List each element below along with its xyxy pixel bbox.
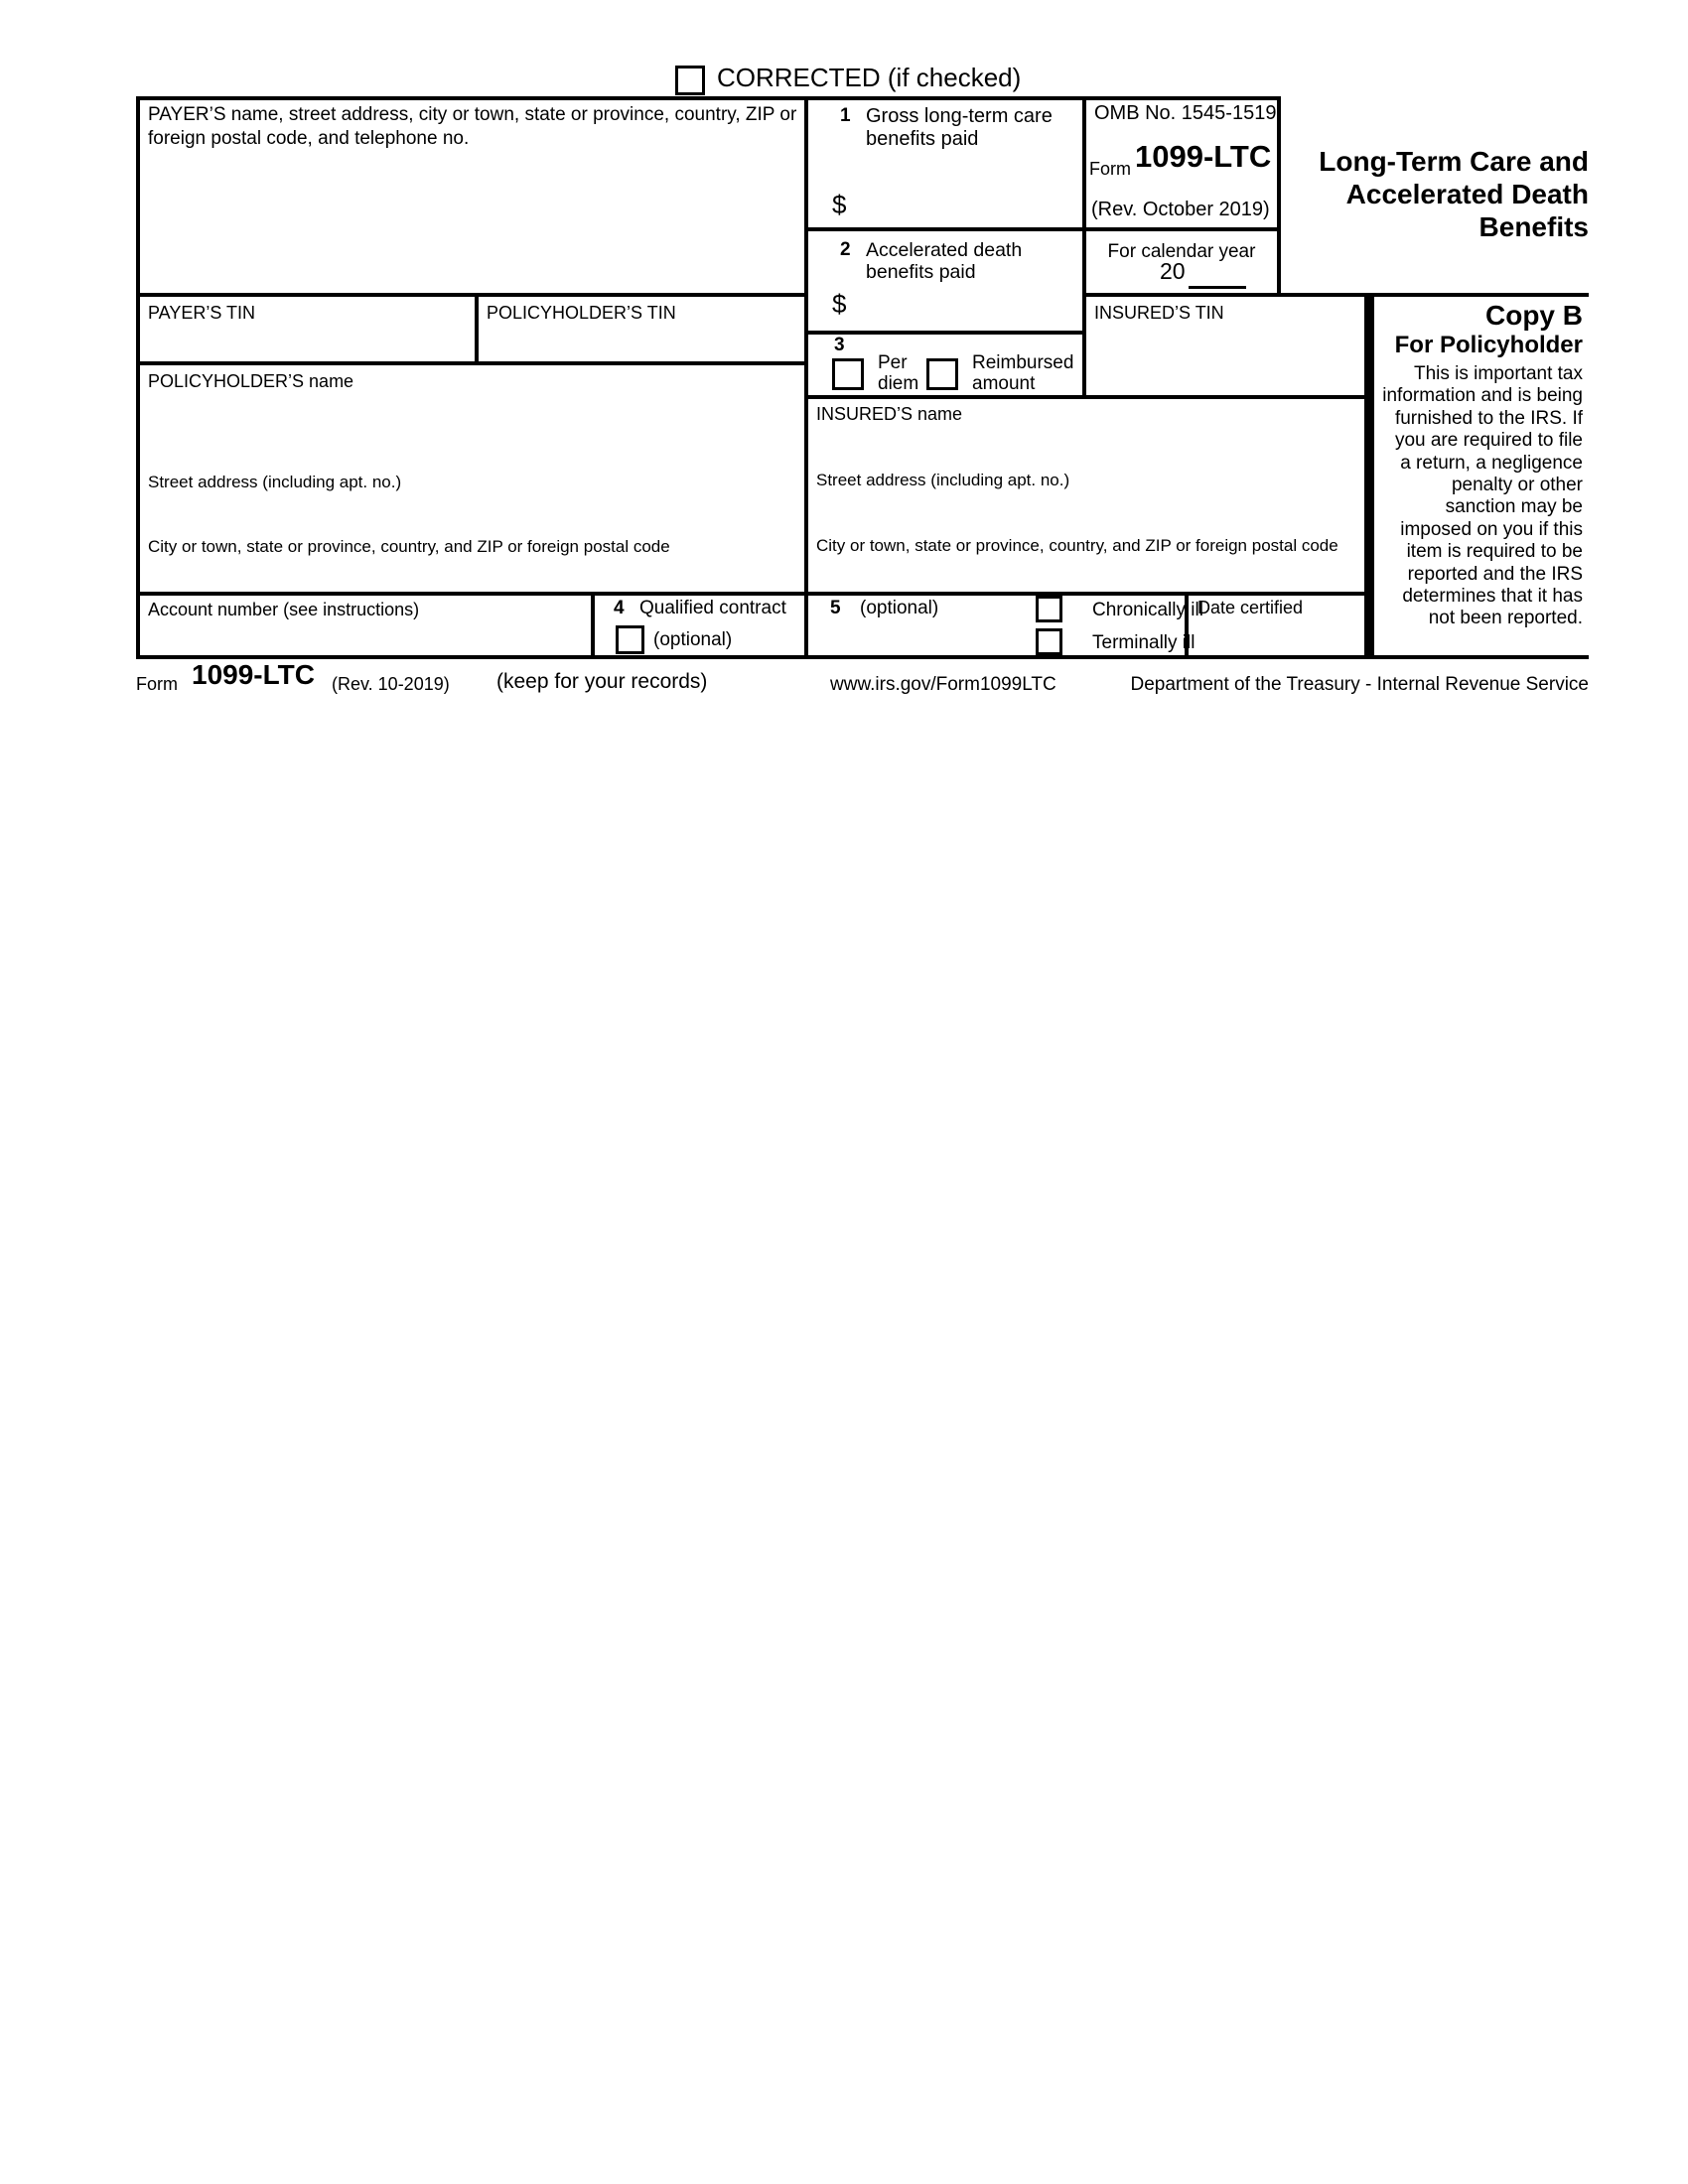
policyholder-name-field[interactable] [144, 397, 799, 465]
account-number-field[interactable] [144, 623, 586, 653]
insured-city-label: City or town, state or province, country, and ZIP or foreign postal code [816, 536, 1338, 555]
insured-tin-label: INSURED’S TIN [1094, 303, 1224, 323]
payer-tin-label: PAYER’S TIN [148, 303, 256, 323]
policyholder-street-label: Street address (including apt. no.) [148, 473, 402, 491]
insured-street-field[interactable] [812, 493, 1358, 531]
insured-name-field[interactable] [812, 429, 1358, 467]
qualified-contract-checkbox[interactable] [616, 625, 644, 654]
box1-amount-field[interactable] [862, 191, 1075, 224]
box5-optional-label: (optional) [860, 598, 939, 618]
per-diem-checkbox[interactable] [832, 358, 864, 390]
box1-currency-sign: $ [832, 190, 847, 219]
date-certified-field[interactable] [1194, 623, 1360, 653]
border-omb-right [1277, 96, 1281, 297]
box4-number: 4 [614, 598, 625, 618]
form-title-line1: Long-Term Care and [1319, 146, 1589, 177]
border-right-edge [1364, 293, 1374, 659]
omb-form-word: Form [1089, 159, 1131, 179]
copy-b-subtitle: For Policyholder [1394, 332, 1583, 358]
terminally-ill-checkbox[interactable] [1036, 628, 1062, 655]
per-diem-label: Per diem [878, 352, 919, 394]
policyholder-tin-field[interactable] [483, 328, 800, 357]
account-number-label: Account number (see instructions) [148, 600, 420, 619]
footer-form-number: 1099-LTC [192, 659, 315, 690]
border-box2-bottom [804, 331, 1086, 335]
omb-form-number: 1099-LTC [1135, 139, 1272, 174]
box1-number: 1 [840, 105, 851, 126]
footer-department: Department of the Treasury - Internal Revenue Service [1130, 674, 1589, 695]
border-box1-bottom [804, 227, 1281, 231]
reimbursed-amount-checkbox[interactable] [926, 358, 958, 390]
policyholder-street-field[interactable] [144, 494, 799, 532]
border-payer-bottom [136, 293, 808, 297]
border-account-divider [591, 592, 595, 659]
border-top [136, 96, 1281, 100]
omb-number: OMB No. 1545-1519 [1094, 102, 1277, 124]
insured-name-label: INSURED’S name [816, 404, 963, 424]
form-title-line3: Benefits [1478, 211, 1589, 242]
footer-form-word: Form [136, 674, 178, 694]
insured-street-label: Street address (including apt. no.) [816, 471, 1070, 489]
corrected-checkbox[interactable] [675, 66, 705, 95]
chronically-ill-label: Chronically ill [1092, 600, 1203, 620]
copy-b-body: This is important tax information and is being furnished to the IRS. If you are required to file a return, a negligence penalty or other sanction may be imposed on you if this item is required to be reported and the IRS determines that it has not been reported. [1382, 363, 1583, 629]
box2-currency-sign: $ [832, 289, 847, 319]
border-right-mid [1082, 293, 1589, 297]
policyholder-tin-label: POLICYHOLDER’S TIN [487, 303, 676, 323]
terminally-ill-label: Terminally ill [1092, 632, 1196, 653]
border-tin-divider [475, 293, 479, 365]
calendar-year-field[interactable] [1189, 260, 1246, 286]
calendar-year-prefix: 20 [1160, 258, 1186, 284]
calendar-year-label: For calendar year [1107, 241, 1256, 262]
box2-number: 2 [840, 239, 851, 260]
footer-irs-url[interactable]: www.irs.gov/Form1099LTC [830, 674, 1056, 695]
omb-revision: (Rev. October 2019) [1091, 199, 1270, 220]
box4-optional-label: (optional) [653, 629, 733, 650]
box2-label: Accelerated death benefits paid [866, 239, 1023, 283]
payer-tin-field[interactable] [144, 328, 472, 357]
insured-city-field[interactable] [812, 558, 1358, 588]
payer-info-label: PAYER’S name, street address, city or town, state or province, country, ZIP or foreign postal code, and telephone no. [148, 104, 797, 149]
box4-label: Qualified contract [639, 598, 786, 618]
footer-keep-note: (keep for your records) [496, 670, 708, 693]
border-tin-bottom [136, 361, 808, 365]
payer-info-field[interactable] [144, 154, 799, 288]
corrected-label: CORRECTED (if checked) [717, 63, 1022, 92]
box3-number: 3 [834, 335, 845, 355]
box5-number: 5 [830, 598, 841, 618]
reimbursed-amount-label: Reimbursed amount [972, 352, 1074, 394]
box1-label: Gross long-term care benefits paid [866, 105, 1053, 150]
form-title-line2: Accelerated Death [1345, 179, 1589, 209]
date-certified-label: Date certified [1197, 598, 1304, 617]
box2-amount-field[interactable] [862, 292, 1075, 326]
border-left [136, 96, 140, 659]
policyholder-city-label: City or town, state or province, country, and ZIP or foreign postal code [148, 537, 670, 556]
border-box3-bottom [804, 395, 1374, 399]
policyholder-name-label: POLICYHOLDER’S name [148, 371, 354, 391]
form-title [1291, 145, 1589, 243]
policyholder-city-field[interactable] [144, 559, 799, 589]
copy-b-title: Copy B [1485, 300, 1583, 331]
insured-tin-field[interactable] [1090, 330, 1360, 389]
calendar-year-underline [1189, 286, 1246, 289]
chronically-ill-checkbox[interactable] [1036, 596, 1062, 622]
footer-revision: (Rev. 10-2019) [332, 674, 450, 694]
border-col1 [804, 96, 808, 659]
